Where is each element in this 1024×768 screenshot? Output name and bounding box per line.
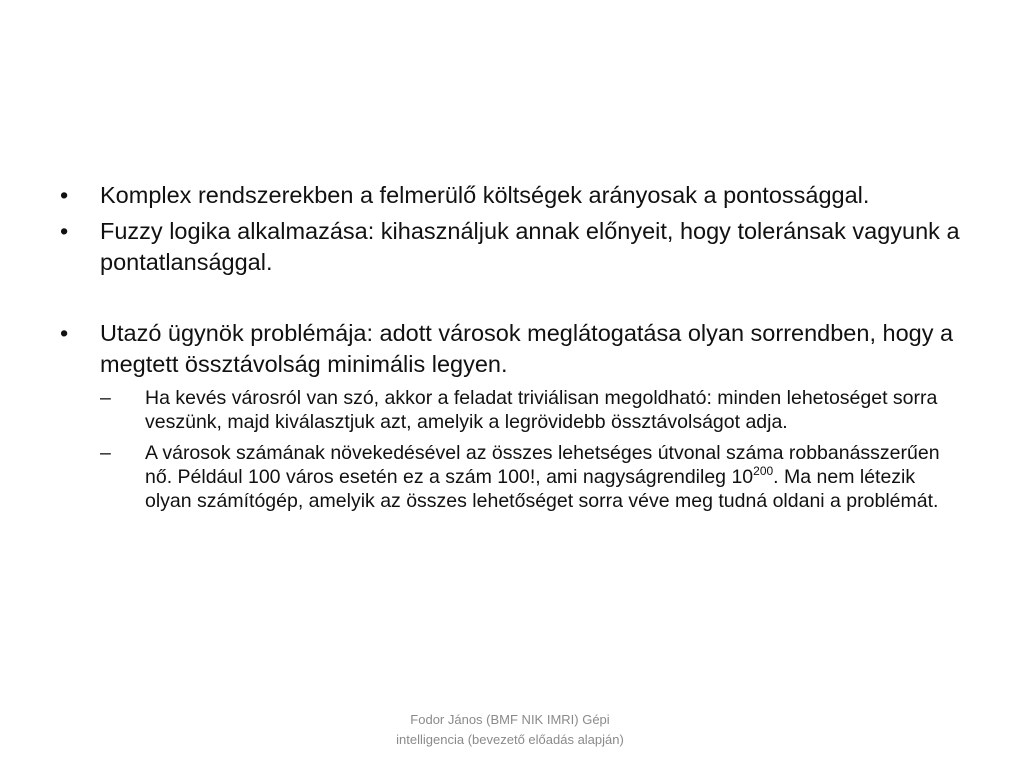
footer-line-1: Fodor János (BMF NIK IMRI) Gépi: [410, 712, 610, 727]
footer-line-2: intelligencia (bevezető előadás alapján): [396, 732, 624, 747]
bullet-marker: •: [60, 320, 69, 346]
sub-bullet-text: Ha kevés városról van szó, akkor a feladat triviálisan megoldható: minden lehetoséget sorra veszünk, majd kiválasztjuk azt, amelyik a legrövidebb össztávolságot adja.: [145, 387, 938, 433]
sub-bullet-marker: –: [100, 387, 111, 409]
slide-footer: [360, 710, 660, 750]
sub-bullet-marker: –: [100, 442, 111, 464]
sub-bullet-text: [145, 442, 940, 512]
bullet-item: [60, 216, 960, 278]
bullet-marker: •: [60, 182, 69, 208]
bullet-text: Komplex rendszerekben a felmerülő költségek arányosak a pontossággal.: [100, 182, 870, 208]
bullet-item: [60, 318, 960, 380]
bullet-text: Utazó ügynök problémája: adott városok meglátogatása olyan sorrendben, hogy a megtett össztávolság minimális legyen.: [100, 320, 954, 377]
sub-bullet-item: [100, 386, 960, 434]
bullet-text: Fuzzy logika alkalmazása: kihasználjuk annak előnyeit, hogy toleránsak vagyunk a pontatlansággal.: [100, 218, 960, 275]
bullet-item: [60, 180, 960, 211]
sub-bullet-text-after: . Ma nem létezik olyan számítógép, amelyik az összes lehetőséget sorra véve meg tudná oldani a problémát.: [145, 466, 939, 512]
exponent: 200: [753, 464, 774, 478]
bullet-marker: •: [60, 218, 69, 244]
slide-content: [60, 180, 960, 520]
sub-bullet-item: [100, 441, 960, 513]
sub-bullet-text-before: A városok számának növekedésével az összes lehetséges útvonal száma robbanásszerűen nő. Például 100 város esetén ez a szám 100!, ami nagyságrendileg 10: [145, 442, 940, 488]
spacer: [60, 283, 960, 318]
